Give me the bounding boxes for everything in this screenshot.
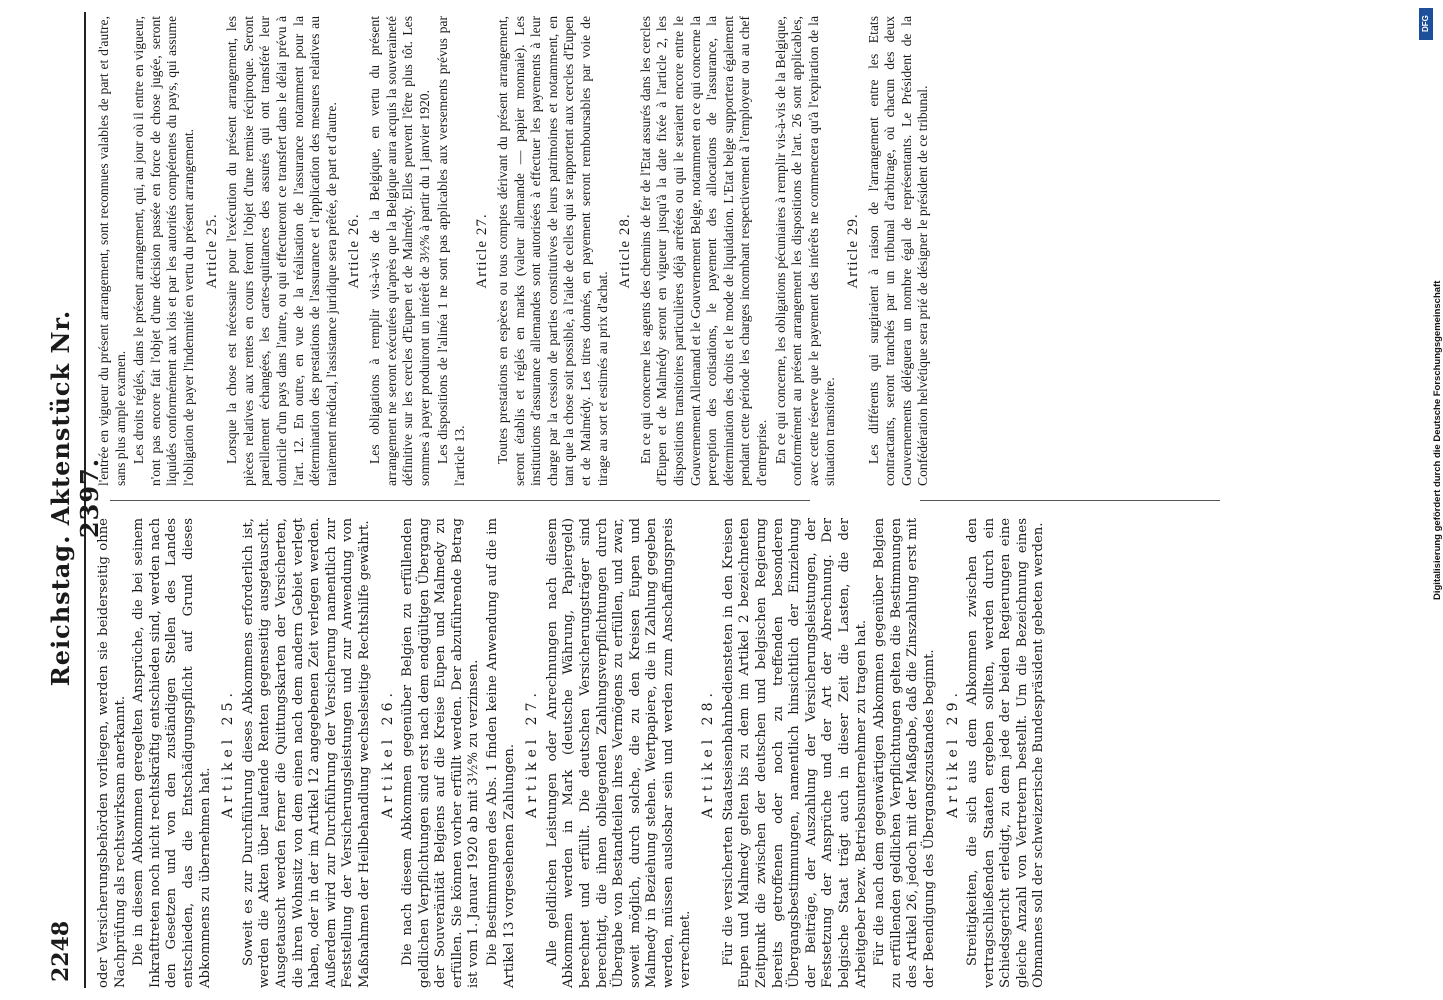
german-article-27-title: Artikel 27.	[524, 688, 541, 818]
german-article-26-text-1: Die nach diesem Abkommen gegenüber Belgien zu erfüllenden geldlichen Verpflichtungen sind erst nach dem endgültigen Übergang der Souveränität Belgiens auf die Kreise Eupen und Malmedy zu erfüllen. Sie können vorher erfüllt werden. Der abzuführende Betrag ist vom 1. Januar 1920 ab mit 3½% zu verzinsen.	[400, 518, 482, 988]
french-article-25-text: Lorsque la chose est nécessaire pour l'exécution du présent arrangement, les pièces relatives aux rentes en cours feront l'objet d'une remise réciproque. Seront pareillement échangées, les cartes-quittances des assurés qui ont transféré leur domicile d'un pays dans l'autre, ou qui effectueront ce transfert dans le délai prévu à l'art. 12. En outre, en vue de la réalisation de l'assurance notamment pour la détermination des prestations de l'assurance et l'application des mesures relatives au traitement médical, l'assistance juridique sera prêtée, de part et d'autre.	[224, 16, 339, 486]
french-intro-2: Les droits réglés, dans le présent arrangement, qui, au jour où il entre en vigueur, n'ont pas encore fait l'objet d'une décision passée en force de chose jugée, seront liquidés conformément aux lois et par les autorités compétentes du pays, qui assume l'obligation de payer l'indemnité en vertu du présent arrangement.	[131, 16, 196, 486]
german-intro-1: oder Versicherungsbehörden vorliegen, werden sie beiderseitig ohne Nachprüfung als rechtswirksam anerkannt.	[96, 518, 128, 988]
document-sheet	[40, 12, 1420, 988]
french-article-27-title: Article 27.	[474, 213, 491, 289]
german-article-25-title: Artikel 25.	[220, 688, 237, 818]
german-article-28-text-2: Für die nach dem gegenwärtigen Abkommen gegenüber Belgien zu erfüllenden geldlichen Verpflichtungen gelten die Bestimmungen des Artikel 26, jedoch mit der Maßgabe, daß die Zinszahlung erst mit der Beendigung des Übergangszustandes beginnt.	[872, 518, 937, 988]
digitization-sidebar	[1418, 0, 1443, 1000]
french-article-27-text: Toutes prestations en espèces ou tous comptes dérivant du présent arrangement, seront établis et réglés en marks (valeur allemande — papier monnaie). Les institutions d'assurance allemandes sont autorisées à effectuer les payements à leur charge par la cession de parties constitutives de leurs patrimoines et notamment, en tant que la chose soit possible, à l'aide de celles qui se rapportent aux cercles d'Eupen et de Malmédy. Les titres donnés, en payement seront remboursables par voie de tirage au sort et estimés au prix d'achat.	[495, 16, 610, 486]
french-article-28-text-2: En ce qui concerne, les obligations pécuniaires à remplir vis-à-vis de la Belgique, conformément au présent arrangement les dispositions de l'art. 26 sont applicables, avec cette réserve que le payement des intérêts ne commencera qu'à l'expiration de la situation transitoire.	[772, 16, 838, 486]
german-article-27-text: Alle geldlichen Leistungen oder Anrechnungen nach diesem Abkommen werden in Mark (deutsche Währung, Papiergeld) berechnet und erfüllt. Die deutschen Versicherungsträger sind berechtigt, die ihnen obliegenden Zahlungsverpflichtungen durch Übergabe von Bestandteilen ihres Vermögens zu erfüllen, und zwar, soweit möglich, durch solche, die zu den Kreisen Eupen und Malmedy in Beziehung stehen. Wertpapiere, die in Zahlung gegeben werden, müssen auslosbar sein und werden zum Anschaffungspreis verrechnet.	[544, 518, 693, 988]
french-article-29-title: Article 29.	[844, 213, 861, 289]
french-article-29-text: Les différents qui surgiraient à raison de l'arrangement entre les Etats contractants, seront tranchés par un tribunal d'arbitrage, où chacun des deux Gouvernements déléguera un nombre égal de représentants. Le Président de la Confédération helvétique sera prié de désigner le président de ce tribunal.	[865, 16, 931, 486]
german-article-26-title: Artikel 26.	[379, 688, 396, 818]
french-article-25-title: Article 25.	[203, 213, 220, 289]
german-article-29-title: Artikel 29.	[944, 688, 961, 818]
german-column	[96, 518, 1406, 988]
column-divider-upper	[110, 500, 810, 501]
dfg-logo: DFG	[1419, 8, 1433, 40]
french-article-26-text-2: Les dispositions de l'alinéa 1 ne sont pas applicables aux versements prévus par l'article 13.	[435, 16, 467, 486]
french-article-26-title: Article 26.	[346, 213, 363, 289]
french-article-28-text-1: En ce qui concerne les agents des chemins de fer de l'Etat assurés dans les cercles d'Eupen et de Malmédy seront en vigueur jusqu'à la date fixée à l'article 2, les dispositions transitoires particulières déjà arrêtées ou qui le seraient encore entre le Gouvernement Allemand et le Gouvernement Belge, notamment en ce qui concerne la perception des cotisations, le payement des allocations de l'assurance, la détermination des droits et le mode de liquidation. L'Etat belge supportera également pendant cette période les charges incombant respectivement à l'employeur ou au chef d'entreprise.	[637, 16, 769, 486]
french-article-26-text-1: Les obligations à remplir vis-à-vis de la Belgique, en vertu du présent arrangement ne seront exécutées qu'après que la Belgique aura acquis la souveraineté définitive sur les cercles d'Eupen et de Malmédy. Elles peuvent l'être plus tôt. Les sommes à payer produiront un intérêt de 3½% à partir du 1 janvier 1920.	[366, 16, 432, 486]
german-article-25-text: Soweit es zur Durchführung dieses Abkommens erforderlich ist, werden die Akten über laufende Renten gegenseitig ausgetauscht. Ausgetauscht werden ferner die Quittungskarten der Versicherten, die ihren Wohnsitz von dem einen nach dem andern Gebiet verlegt haben, oder in der im Artikel 12 angegebenen Zeit verlegen werden. Außerdem wird zur Durchführung der Versicherung namentlich zur Feststellung der Versicherungsleistungen und zur Anwendung von Maßnahmen der Heilbehandlung wechselseitige Rechtshilfe gewährt.	[240, 518, 372, 988]
german-intro-2: Die in diesem Abkommen geregelten Ansprüche, die bei seinem Inkrafttreten noch nicht rechtskräftig entschieden sind, werden nach den Gesetzen und von den zuständigen Stellen des Landes entschieden, das die Entschädigungspflicht auf Grund dieses Abkommens zu übernehmen hat.	[131, 518, 213, 988]
rotated-page	[40, 12, 1420, 988]
page-header	[40, 12, 104, 988]
digitization-credit: Digitalisierung gefördert durch die Deutsche Forschungsgemeinschaft	[1432, 280, 1443, 600]
german-article-28-text-1: Für die versicherten Staatseisenbahnbediensteten in den Kreisen Eupen und Malmedy gelten bis zu dem im Artikel 2 bezeichneten Zeitpunkt die zwischen der deutschen und belgischen Regierung bereits getroffenen oder noch zu treffenden besonderen Übergangsbestimmungen, namentlich hinsichtlich der Einziehung der Beiträge, der Auszahlung der Versicherungsleistungen, der Festsetzung der Ansprüche und der Art der Abrechnung. Der belgische Staat trägt auch in dieser Zeit die Lasten, die der Arbeitgeber bezw. Betriebsunternehmer zu tragen hat.	[720, 518, 869, 988]
german-article-29-text: Streitigkeiten, die sich aus dem Abkommen zwischen den vertragschließenden Staaten ergeben sollten, werden durch ein Schiedsgericht erledigt, zu dem jede der beiden Regierungen eine gleiche Anzahl von Vertretern bestellt. Um die Bezeichnung eines Obmannes soll der schweizerische Bundespräsident gebeten werden.	[965, 518, 1047, 988]
french-article-28-title: Article 28.	[617, 213, 634, 289]
german-article-26-text-2: Die Bestimmungen des Abs. 1 finden keine Anwendung auf die im Artikel 13 vorgesehenen Zahlungen.	[485, 518, 517, 988]
page-title: Reichstag. Aktenstück Nr. 2397.	[46, 309, 104, 687]
french-column	[96, 16, 1406, 486]
printed-page	[40, 12, 1420, 988]
german-article-28-title: Artikel 28.	[700, 688, 717, 818]
page-number: 2248	[48, 920, 74, 982]
column-divider-lower	[920, 500, 1220, 501]
french-intro-1: l'entrée en vigueur du présent arrangement, sont reconnues valables de part et d'autre, sans plus ample examen.	[96, 16, 128, 486]
